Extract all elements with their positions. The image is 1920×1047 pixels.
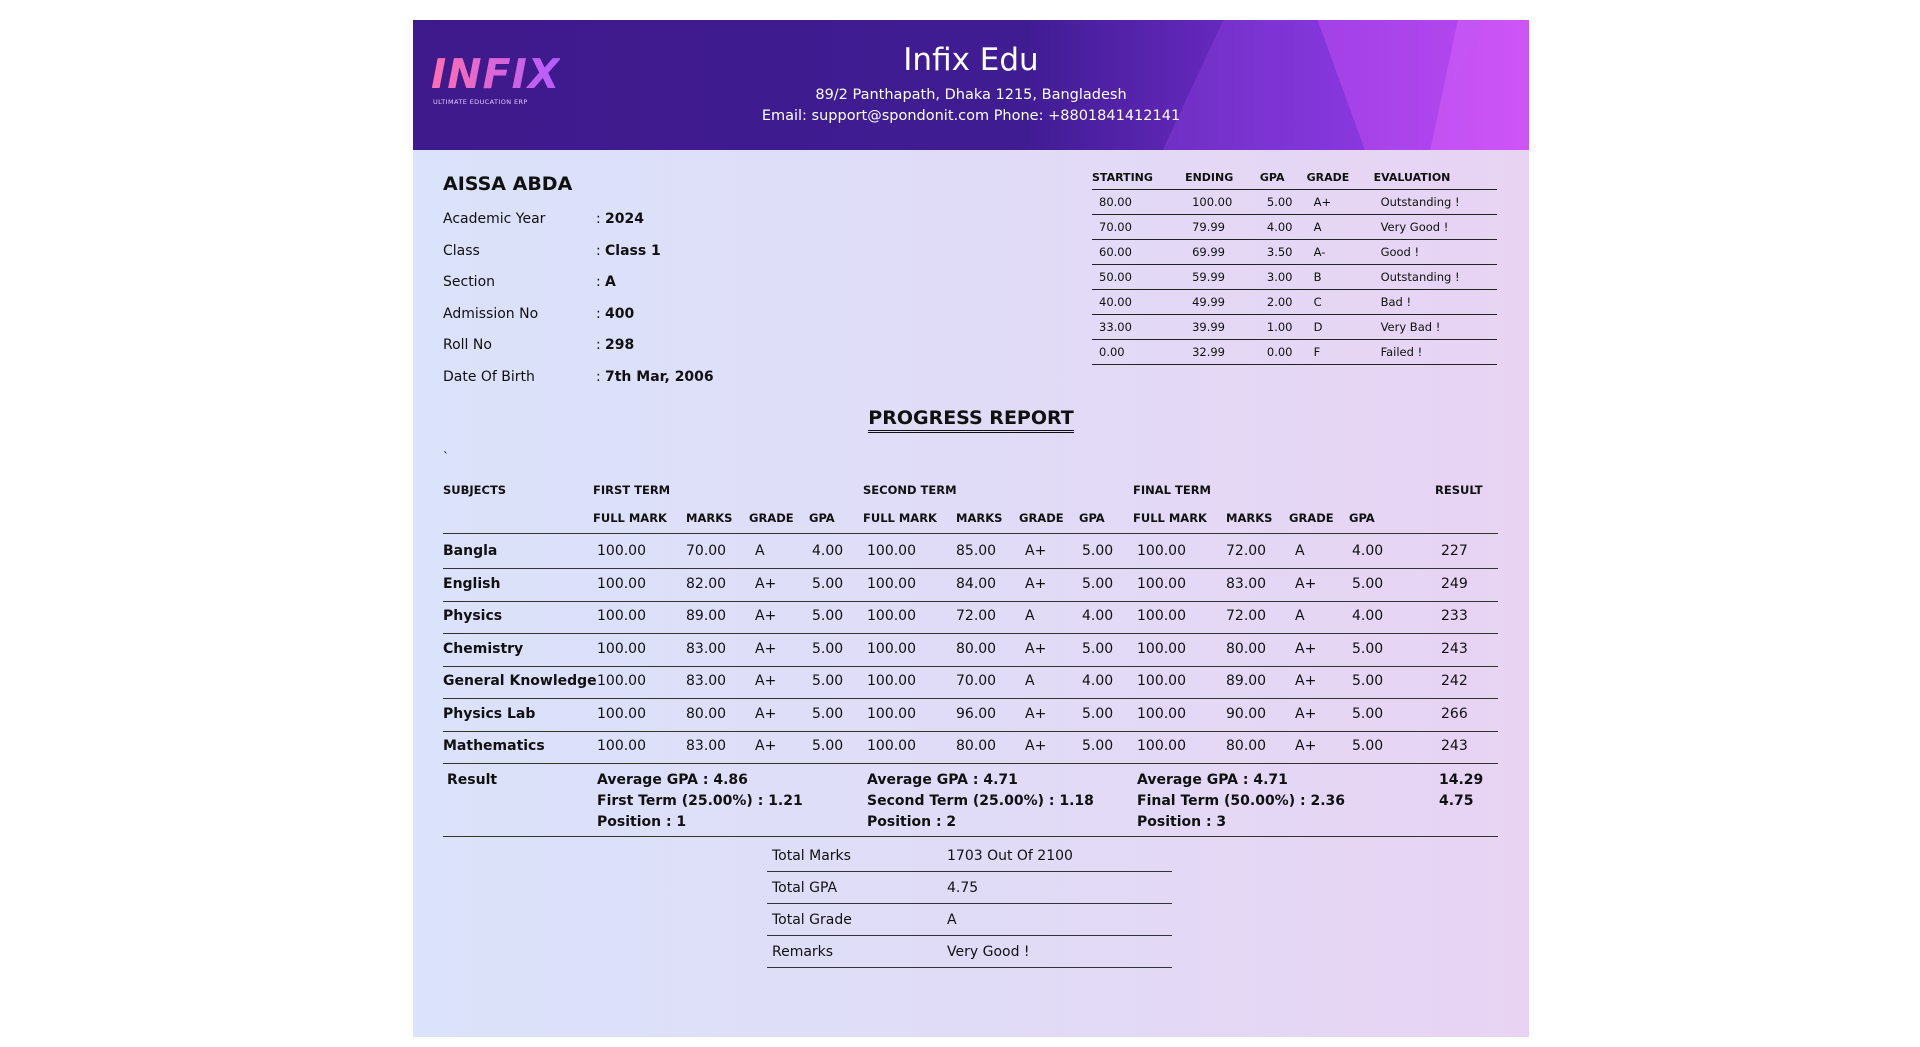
subject-row [443, 569, 1498, 602]
marks-cell: 72.00 [1226, 608, 1267, 624]
grade-scale-cell: 100.00 [1185, 190, 1260, 215]
gpa-cell: 5.00 [1082, 575, 1114, 592]
term-subheader: FULL MARK [1133, 511, 1207, 525]
term-result-line: Average GPA : 4.71 [1137, 772, 1288, 788]
full-mark-cell: 100.00 [867, 673, 916, 689]
grade-cell: A+ [755, 608, 777, 624]
full-mark-cell: 100.00 [1137, 705, 1186, 722]
marks-cell: 84.00 [956, 575, 997, 592]
grade-scale-cell: 1.00 [1260, 315, 1307, 340]
grade-scale-row [1092, 290, 1497, 315]
student-info-row [443, 306, 843, 326]
full-mark-cell: 100.00 [867, 543, 916, 559]
grade-cell: A+ [1025, 640, 1047, 657]
term-result-summary [597, 770, 803, 833]
term-result-line: Second Term (25.00%) : 1.18 [867, 793, 1094, 809]
info-separator: : [596, 305, 601, 322]
grade-scale-cell: 39.99 [1185, 315, 1260, 340]
gpa-cell: 4.00 [1082, 608, 1114, 624]
full-mark-cell: 100.00 [1137, 640, 1186, 657]
gpa-cell: 5.00 [812, 640, 844, 657]
gpa-cell: 4.00 [812, 543, 844, 559]
full-mark-cell: 100.00 [597, 608, 646, 624]
grade-scale-cell: 50.00 [1092, 265, 1185, 290]
full-mark-cell: 100.00 [597, 738, 646, 754]
grade-scale-cell: B [1307, 265, 1374, 290]
gpa-cell: 5.00 [1352, 640, 1384, 657]
grade-cell: A+ [755, 640, 777, 657]
summary-row [767, 904, 1172, 936]
subject-row [443, 666, 1498, 699]
subjects-header: SUBJECTS [443, 483, 507, 497]
term-result-summary [1137, 770, 1345, 833]
full-mark-cell: 100.00 [1137, 543, 1186, 559]
grade-cell: A+ [1295, 673, 1317, 689]
grade-cell: A+ [1295, 705, 1317, 722]
full-mark-cell: 100.00 [597, 543, 646, 559]
gpa-cell: 5.00 [1082, 543, 1114, 559]
term-header: FIRST TERM [593, 483, 671, 497]
final-result-value: 4.75 [1439, 793, 1474, 809]
full-mark-cell: 100.00 [867, 738, 916, 754]
grade-scale-cell: 79.99 [1185, 215, 1260, 240]
student-info-row [443, 337, 843, 357]
info-separator: : [596, 211, 601, 227]
grade-scale-row [1092, 240, 1497, 265]
full-mark-cell: 100.00 [867, 608, 916, 624]
grade-scale-cell: 40.00 [1092, 290, 1185, 315]
summary-table [767, 840, 1172, 968]
subject-name: Physics [443, 608, 503, 624]
gpa-cell: 5.00 [1082, 705, 1114, 722]
summary-value: A [942, 904, 1172, 936]
info-label: Section [443, 274, 496, 290]
full-mark-cell: 100.00 [597, 673, 646, 689]
school-header-banner [413, 20, 1529, 150]
subject-result: 227 [1441, 543, 1468, 559]
grade-scale-cell: A [1307, 215, 1374, 240]
term-subheader: FULL MARK [863, 511, 937, 525]
grade-scale-row [1092, 190, 1497, 215]
marks-cell: 80.00 [956, 640, 997, 657]
student-info-row [443, 369, 843, 389]
gpa-cell: 5.00 [1352, 575, 1384, 592]
gpa-cell: 5.00 [812, 673, 844, 689]
grade-scale-cell: F [1307, 340, 1374, 365]
term-result-line: Average GPA : 4.86 [597, 772, 748, 788]
info-value: 298 [605, 337, 635, 353]
gpa-cell: 5.00 [1082, 640, 1114, 657]
subject-result: 243 [1441, 640, 1468, 657]
summary-value: 4.75 [942, 872, 1172, 904]
marks-cell: 80.00 [686, 705, 727, 722]
full-mark-cell: 100.00 [1137, 738, 1186, 754]
marks-cell: 90.00 [1226, 705, 1267, 722]
summary-label: Total Marks [767, 840, 942, 872]
subject-result: 243 [1441, 738, 1468, 754]
term-result-line: Position : 1 [597, 814, 687, 830]
term-result-line: Average GPA : 4.71 [867, 772, 1018, 788]
grade-scale-header: ENDING [1185, 170, 1260, 190]
grade-scale-header: EVALUATION [1374, 170, 1497, 190]
grade-scale-header: GPA [1260, 170, 1307, 190]
marks-cell: 72.00 [1226, 543, 1267, 559]
grade-scale-row [1092, 265, 1497, 290]
grade-scale-cell: C [1307, 290, 1374, 315]
subject-row [443, 731, 1498, 764]
school-address: 89/2 Panthapath, Dhaka 1215, Bangladesh [815, 87, 1127, 103]
student-info-row [443, 211, 843, 231]
grade-scale-cell: 33.00 [1092, 315, 1185, 340]
term-result-line: Position : 2 [867, 814, 957, 830]
marks-cell: 83.00 [1226, 575, 1267, 592]
info-label: Class [443, 242, 480, 259]
grade-cell: A [1025, 608, 1035, 624]
marks-cell: 83.00 [686, 673, 727, 689]
full-mark-cell: 100.00 [1137, 673, 1186, 689]
student-info-row [443, 243, 843, 263]
school-name: Infix Edu [903, 42, 1039, 78]
gpa-cell: 5.00 [1352, 738, 1384, 754]
term-result-line: First Term (25.00%) : 1.21 [597, 793, 803, 809]
term-result-summary [867, 770, 1094, 833]
stray-mark: ` [443, 450, 449, 464]
grade-scale-cell: 49.99 [1185, 290, 1260, 315]
info-separator: : [596, 368, 601, 385]
grade-cell: A+ [1295, 640, 1317, 657]
grade-scale-row [1092, 215, 1497, 240]
marks-cell: 70.00 [686, 543, 727, 559]
result-header: RESULT [1435, 483, 1483, 497]
term-result-line: Position : 3 [1137, 814, 1227, 830]
term-subheader: GRADE [1289, 511, 1334, 525]
grade-scale-cell: A+ [1307, 190, 1374, 215]
report-card [413, 20, 1529, 1037]
gpa-cell: 5.00 [1352, 673, 1384, 689]
summary-row [767, 936, 1172, 968]
full-mark-cell: 100.00 [867, 640, 916, 657]
info-label: Admission No [443, 305, 539, 322]
term-subheader: MARKS [686, 511, 733, 525]
student-name: AISSA ABDA [443, 173, 573, 195]
info-label: Date Of Birth [443, 368, 535, 385]
grade-scale-cell: 80.00 [1092, 190, 1185, 215]
subject-name: Bangla [443, 543, 498, 559]
subject-name: English [443, 575, 501, 592]
term-subheader: GPA [1079, 511, 1105, 525]
marks-cell: 83.00 [686, 640, 727, 657]
gpa-cell: 5.00 [812, 738, 844, 754]
grade-scale-cell: 59.99 [1185, 265, 1260, 290]
full-mark-cell: 100.00 [1137, 608, 1186, 624]
result-divider [443, 836, 1498, 837]
full-mark-cell: 100.00 [1137, 575, 1186, 592]
grade-scale-cell: Outstanding ! [1374, 190, 1497, 215]
grade-scale-cell: Good ! [1374, 240, 1497, 265]
marks-cell: 72.00 [956, 608, 997, 624]
grade-scale-cell: 69.99 [1185, 240, 1260, 265]
info-separator: : [596, 274, 601, 290]
summary-row [767, 872, 1172, 904]
subject-row [443, 536, 1498, 569]
subject-row [443, 699, 1498, 732]
full-mark-cell: 100.00 [597, 705, 646, 722]
term-subheader: FULL MARK [593, 511, 667, 525]
student-info-row [443, 274, 843, 294]
grade-cell: A [1295, 608, 1305, 624]
final-result-value: 14.29 [1439, 772, 1484, 788]
grade-scale-cell: 0.00 [1260, 340, 1307, 365]
grade-cell: A+ [1025, 543, 1047, 559]
grade-scale-cell: 2.00 [1260, 290, 1307, 315]
term-subheader: GRADE [749, 511, 794, 525]
marks-cell: 83.00 [686, 738, 727, 754]
info-value: 7th Mar, 2006 [605, 368, 714, 385]
grade-scale-cell: Very Good ! [1374, 215, 1497, 240]
term-subheader: MARKS [1226, 511, 1273, 525]
grade-scale-cell: 3.50 [1260, 240, 1307, 265]
grade-scale-header: GRADE [1307, 170, 1374, 190]
marks-cell: 96.00 [956, 705, 997, 722]
full-mark-cell: 100.00 [867, 705, 916, 722]
info-value: Class 1 [605, 242, 661, 259]
full-mark-cell: 100.00 [867, 575, 916, 592]
gpa-cell: 4.00 [1082, 673, 1114, 689]
grade-scale-cell: 32.99 [1185, 340, 1260, 365]
grade-scale-cell: Very Bad ! [1374, 315, 1497, 340]
header-divider [443, 533, 1498, 534]
subject-name: General Knowledge [443, 673, 597, 689]
marks-cell: 80.00 [1226, 738, 1267, 754]
grade-scale-cell: 70.00 [1092, 215, 1185, 240]
grade-scale-cell: Bad ! [1374, 290, 1497, 315]
term-result-line: Final Term (50.00%) : 2.36 [1137, 793, 1345, 809]
info-value: A [605, 274, 616, 290]
gpa-cell: 4.00 [1352, 608, 1384, 624]
info-label: Roll No [443, 337, 492, 353]
grade-scale-cell: 3.00 [1260, 265, 1307, 290]
info-separator: : [596, 337, 601, 353]
grade-cell: A+ [1295, 575, 1317, 592]
info-value: 400 [605, 305, 635, 322]
term-subheader: MARKS [956, 511, 1003, 525]
grade-cell: A+ [755, 738, 777, 754]
subject-name: Mathematics [443, 738, 545, 754]
subject-name: Physics Lab [443, 705, 536, 722]
marks-cell: 70.00 [956, 673, 997, 689]
term-subheader: GRADE [1019, 511, 1064, 525]
report-title: PROGRESS REPORT [413, 407, 1529, 429]
info-label: Academic Year [443, 211, 546, 227]
gpa-cell: 5.00 [1082, 738, 1114, 754]
grade-cell: A+ [755, 705, 777, 722]
grade-scale-cell: D [1307, 315, 1374, 340]
grade-scale-cell: Failed ! [1374, 340, 1497, 365]
term-header: SECOND TERM [863, 483, 957, 497]
marks-cell: 80.00 [1226, 640, 1267, 657]
marks-cell: 89.00 [686, 608, 727, 624]
gpa-cell: 5.00 [1352, 705, 1384, 722]
full-mark-cell: 100.00 [597, 575, 646, 592]
grade-cell: A+ [1025, 738, 1047, 754]
subject-result: 242 [1441, 673, 1468, 689]
summary-label: Remarks [767, 936, 942, 968]
grading-scale-table [1092, 170, 1497, 365]
grade-scale-cell: 4.00 [1260, 215, 1307, 240]
summary-label: Total GPA [767, 872, 942, 904]
grade-scale-cell: Outstanding ! [1374, 265, 1497, 290]
term-subheader: GPA [1349, 511, 1375, 525]
grade-cell: A+ [1295, 738, 1317, 754]
subject-result: 233 [1441, 608, 1468, 624]
grade-scale-cell: 60.00 [1092, 240, 1185, 265]
gpa-cell: 4.00 [1352, 543, 1384, 559]
subject-result: 249 [1441, 575, 1468, 592]
gpa-cell: 5.00 [812, 608, 844, 624]
school-contact: Email: support@spondonit.com Phone: +8801841412141 [761, 108, 1181, 124]
logo-wordmark: INFIX [431, 50, 561, 98]
info-separator: : [596, 242, 601, 259]
full-mark-cell: 100.00 [597, 640, 646, 657]
grade-cell: A [1025, 673, 1035, 689]
grade-cell: A+ [755, 673, 777, 689]
logo-tagline: ULTIMATE EDUCATION ERP [433, 98, 528, 106]
grade-scale-row [1092, 315, 1497, 340]
grade-scale-cell: 0.00 [1092, 340, 1185, 365]
term-header: FINAL TERM [1133, 483, 1211, 497]
term-subheader: GPA [809, 511, 835, 525]
grade-scale-cell: A- [1307, 240, 1374, 265]
summary-value: 1703 Out Of 2100 [942, 840, 1172, 872]
subject-row [443, 634, 1498, 667]
subject-name: Chemistry [443, 640, 524, 657]
summary-row [767, 840, 1172, 872]
summary-label: Total Grade [767, 904, 942, 936]
gpa-cell: 5.00 [812, 705, 844, 722]
grade-cell: A+ [755, 575, 777, 592]
summary-value: Very Good ! [942, 936, 1172, 968]
grade-cell: A+ [1025, 575, 1047, 592]
grade-cell: A+ [1025, 705, 1047, 722]
grade-scale-cell: 5.00 [1260, 190, 1307, 215]
grade-cell: A [755, 543, 765, 559]
gpa-cell: 5.00 [812, 575, 844, 592]
info-value: 2024 [605, 211, 644, 227]
marks-cell: 82.00 [686, 575, 727, 592]
final-result [1439, 770, 1483, 812]
marks-cell: 85.00 [956, 543, 997, 559]
subject-result: 266 [1441, 705, 1468, 722]
grade-scale-header: STARTING [1092, 170, 1185, 190]
grade-scale-row [1092, 340, 1497, 365]
grade-cell: A [1295, 543, 1305, 559]
result-label: Result [447, 772, 498, 788]
subject-row [443, 601, 1498, 634]
marks-cell: 80.00 [956, 738, 997, 754]
marks-cell: 89.00 [1226, 673, 1267, 689]
